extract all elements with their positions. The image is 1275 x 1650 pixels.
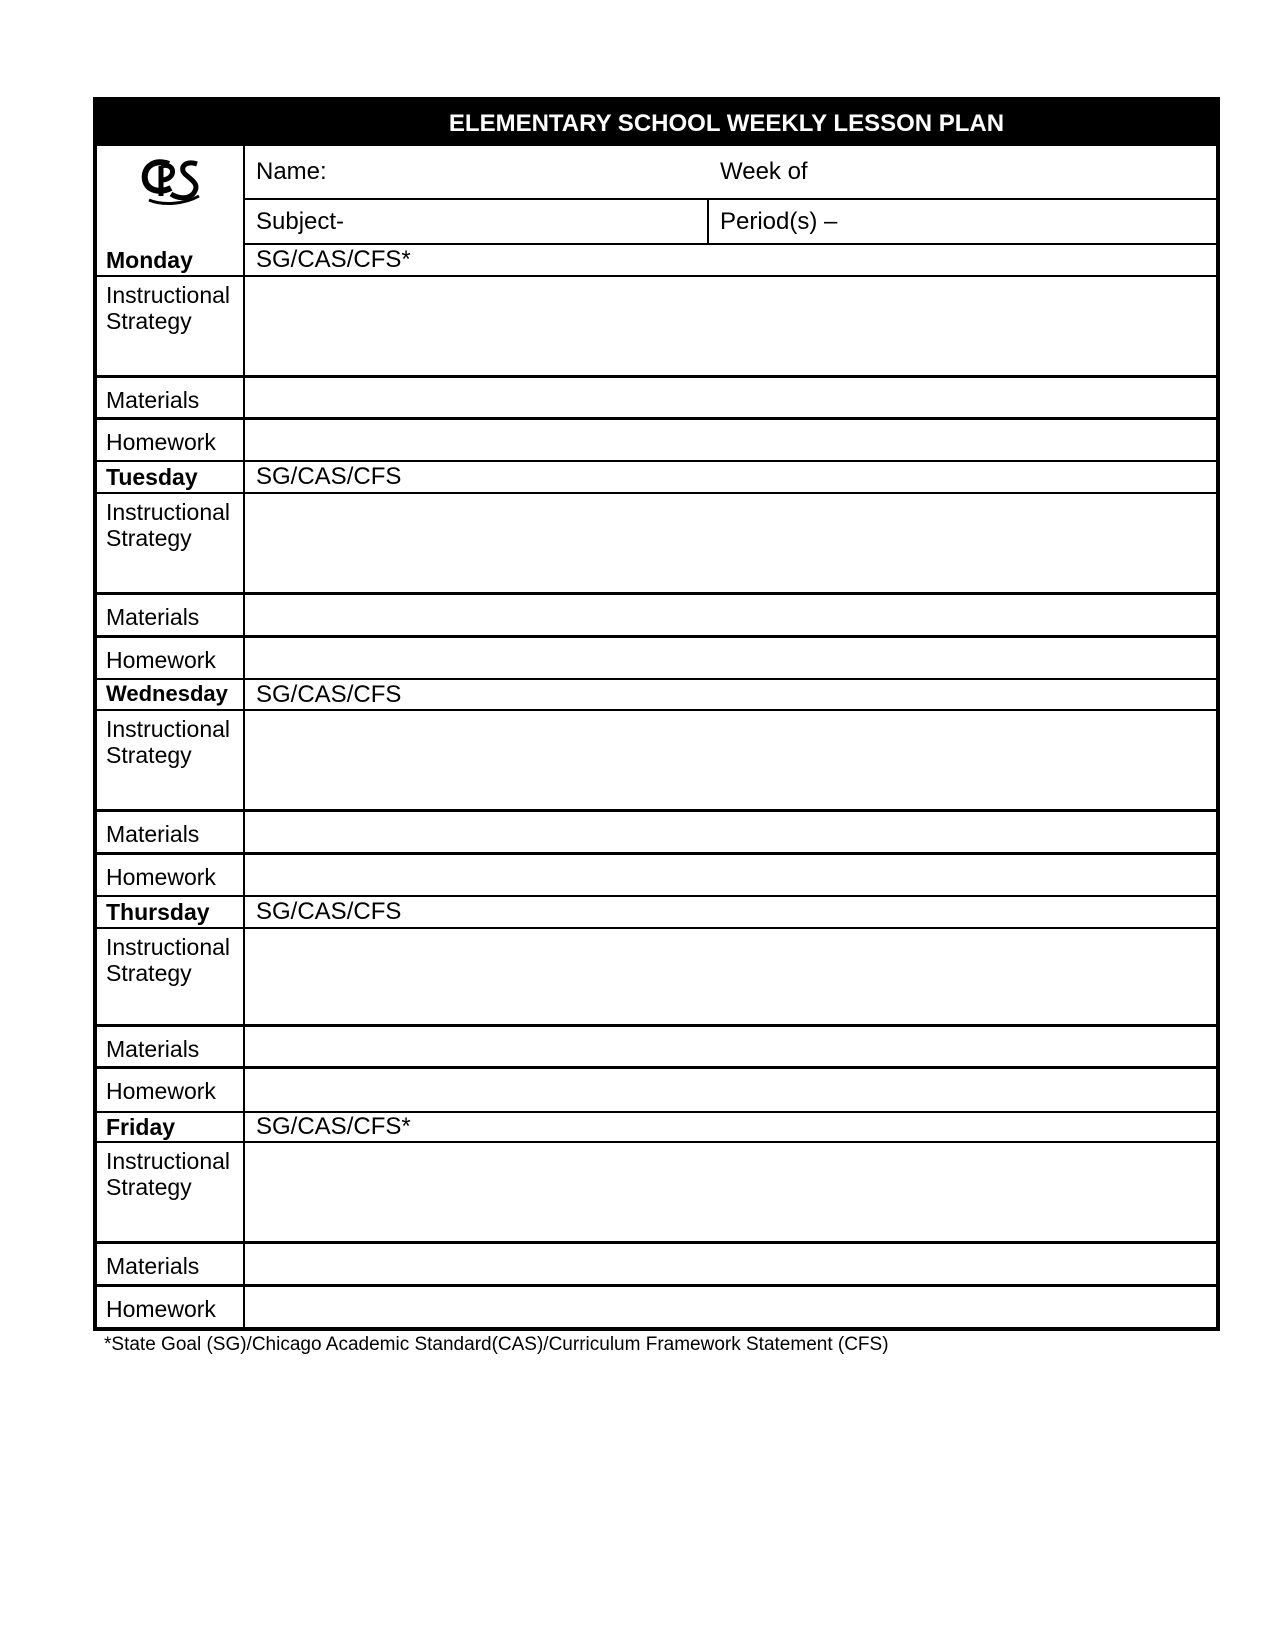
strategy-label: Instructional Strategy — [97, 1143, 245, 1241]
footnote: *State Goal (SG)/Chicago Academic Standard(CAS)/Curriculum Framework Statement (CFS) — [104, 1334, 889, 1355]
homework-row-monday — [97, 420, 1216, 462]
homework-field[interactable] — [245, 855, 1216, 895]
strategy-row-monday — [97, 277, 1216, 378]
day-name: Tuesday — [97, 462, 245, 492]
day-name: Monday — [97, 245, 245, 275]
day-row-thursday — [97, 897, 1216, 929]
week-label: Week of — [720, 158, 808, 185]
strategy-label: Instructional Strategy — [97, 277, 245, 375]
homework-field[interactable] — [245, 1069, 1216, 1111]
name-field[interactable] — [245, 146, 709, 198]
day-row-monday — [97, 245, 1216, 277]
materials-row-thursday — [97, 1027, 1216, 1069]
strategy-field[interactable] — [245, 929, 1216, 1024]
standard-field[interactable]: SG/CAS/CFS* — [256, 1113, 411, 1140]
strategy-row-thursday — [97, 929, 1216, 1027]
periods-field[interactable] — [709, 200, 1216, 243]
form-title: ELEMENTARY SCHOOL WEEKLY LESSON PLAN — [97, 101, 1216, 146]
week-field[interactable] — [709, 146, 1216, 198]
lesson-plan-form — [93, 97, 1220, 1331]
homework-field[interactable] — [245, 420, 1216, 460]
strategy-label: Instructional Strategy — [97, 711, 245, 809]
strategy-row-wednesday — [97, 711, 1216, 812]
strategy-field[interactable] — [245, 277, 1216, 375]
materials-field[interactable] — [245, 378, 1216, 417]
materials-label: Materials — [97, 812, 245, 852]
materials-field[interactable] — [245, 812, 1216, 852]
materials-label: Materials — [97, 1027, 245, 1066]
logo-cell — [97, 146, 245, 245]
standard-field[interactable]: SG/CAS/CFS — [256, 463, 402, 490]
materials-field[interactable] — [245, 595, 1216, 635]
homework-row-thursday — [97, 1069, 1216, 1113]
strategy-label: Instructional Strategy — [97, 929, 245, 1024]
standard-field[interactable]: SG/CAS/CFS* — [256, 246, 411, 273]
header-row-subject — [245, 200, 1216, 245]
homework-row-wednesday — [97, 855, 1216, 897]
standard-field[interactable]: SG/CAS/CFS — [256, 898, 402, 925]
homework-label: Homework — [97, 855, 245, 895]
homework-label: Homework — [97, 638, 245, 678]
day-name: Wednesday — [97, 680, 245, 709]
day-row-friday — [97, 1113, 1216, 1143]
header-row-name — [245, 146, 1216, 200]
materials-field[interactable] — [245, 1027, 1216, 1066]
homework-row-tuesday — [97, 638, 1216, 680]
periods-label: Period(s) – — [720, 207, 838, 235]
homework-label: Homework — [97, 1069, 245, 1111]
homework-field[interactable] — [245, 638, 1216, 678]
day-row-tuesday — [97, 462, 1216, 494]
materials-label: Materials — [97, 1244, 245, 1284]
day-name: Friday — [97, 1113, 245, 1141]
name-label: Name: — [256, 158, 327, 185]
materials-field[interactable] — [245, 1244, 1216, 1284]
subject-label: Subject- — [256, 207, 345, 235]
standard-field[interactable]: SG/CAS/CFS — [256, 680, 402, 708]
strategy-label: Instructional Strategy — [97, 494, 245, 592]
homework-label: Homework — [97, 420, 245, 460]
day-name: Thursday — [97, 897, 245, 927]
strategy-field[interactable] — [245, 711, 1216, 809]
strategy-row-friday — [97, 1143, 1216, 1244]
cps-logo-icon — [141, 156, 203, 206]
day-row-wednesday — [97, 680, 1216, 711]
homework-field[interactable] — [245, 1287, 1216, 1327]
homework-row-friday — [97, 1287, 1216, 1327]
materials-row-wednesday — [97, 812, 1216, 855]
strategy-row-tuesday — [97, 494, 1216, 595]
materials-row-friday — [97, 1244, 1216, 1287]
homework-label: Homework — [97, 1287, 245, 1327]
subject-field[interactable] — [245, 200, 709, 243]
materials-label: Materials — [97, 378, 245, 417]
materials-row-monday — [97, 378, 1216, 420]
materials-label: Materials — [97, 595, 245, 635]
materials-row-tuesday — [97, 595, 1216, 638]
strategy-field[interactable] — [245, 494, 1216, 592]
strategy-field[interactable] — [245, 1143, 1216, 1241]
